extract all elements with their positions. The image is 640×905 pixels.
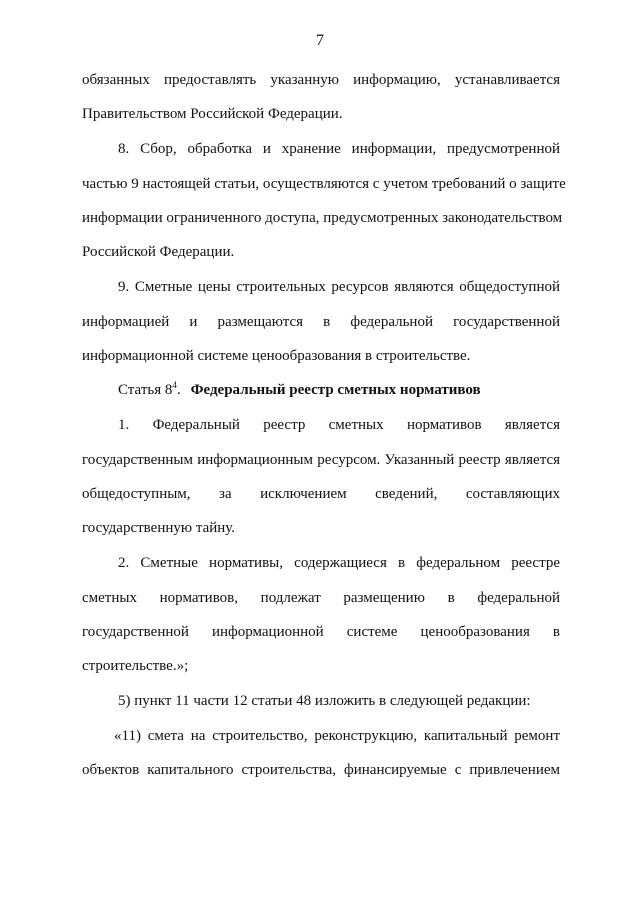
article-paragraph-1-line: государственным информационным ресурсом. Указанный реестр является bbox=[82, 452, 560, 468]
paragraph-8-line: частью 9 настоящей статьи, осуществляются с учетом требований о защите bbox=[82, 176, 566, 192]
article-dot: . bbox=[176, 382, 181, 398]
article-heading bbox=[118, 380, 481, 400]
paragraph-8-line: Российской Федерации. bbox=[82, 244, 235, 260]
paragraph-9-line: информационной системе ценообразования в строительстве. bbox=[82, 348, 471, 364]
text-line: Правительством Российской Федерации. bbox=[82, 106, 343, 122]
article-paragraph-2-line: строительстве.»; bbox=[82, 658, 189, 674]
article-paragraph-2-line: государственной информационной системе ценообразования в bbox=[82, 624, 560, 640]
article-superscript: 4 bbox=[172, 380, 177, 390]
text-line: обязанных предоставлять указанную информацию, устанавливается bbox=[82, 72, 560, 88]
article-number: Статья 8 bbox=[118, 382, 173, 398]
article-title: Федеральный реестр сметных нормативов bbox=[190, 382, 481, 398]
article-paragraph-1-line: общедоступным, за исключением сведений, составляющих bbox=[82, 486, 560, 502]
paragraph-9-line: информацией и размещаются в федеральной государственной bbox=[82, 314, 560, 330]
paragraph-9-line: 9. Сметные цены строительных ресурсов являются общедоступной bbox=[118, 279, 560, 295]
quote-11-line: «11) смета на строительство, реконструкцию, капитальный ремонт bbox=[114, 728, 560, 744]
article-paragraph-1-line: 1. Федеральный реестр сметных нормативов является bbox=[118, 417, 560, 433]
paragraph-8-line: информации ограниченного доступа, предусмотренных законодательством bbox=[82, 210, 563, 226]
article-paragraph-1-line: государственную тайну. bbox=[82, 520, 236, 536]
paragraph-8-line: 8. Сбор, обработка и хранение информации, предусмотренной bbox=[118, 141, 560, 157]
article-paragraph-2-line: 2. Сметные нормативы, содержащиеся в федеральном реестре bbox=[118, 555, 560, 571]
item-5-line: 5) пункт 11 части 12 статьи 48 изложить в следующей редакции: bbox=[118, 693, 531, 709]
quote-11-line: объектов капитального строительства, финансируемые с привлечением bbox=[82, 762, 560, 778]
article-paragraph-2-line: сметных нормативов, подлежат размещению в федеральной bbox=[82, 590, 560, 606]
page-number: 7 bbox=[316, 32, 324, 49]
